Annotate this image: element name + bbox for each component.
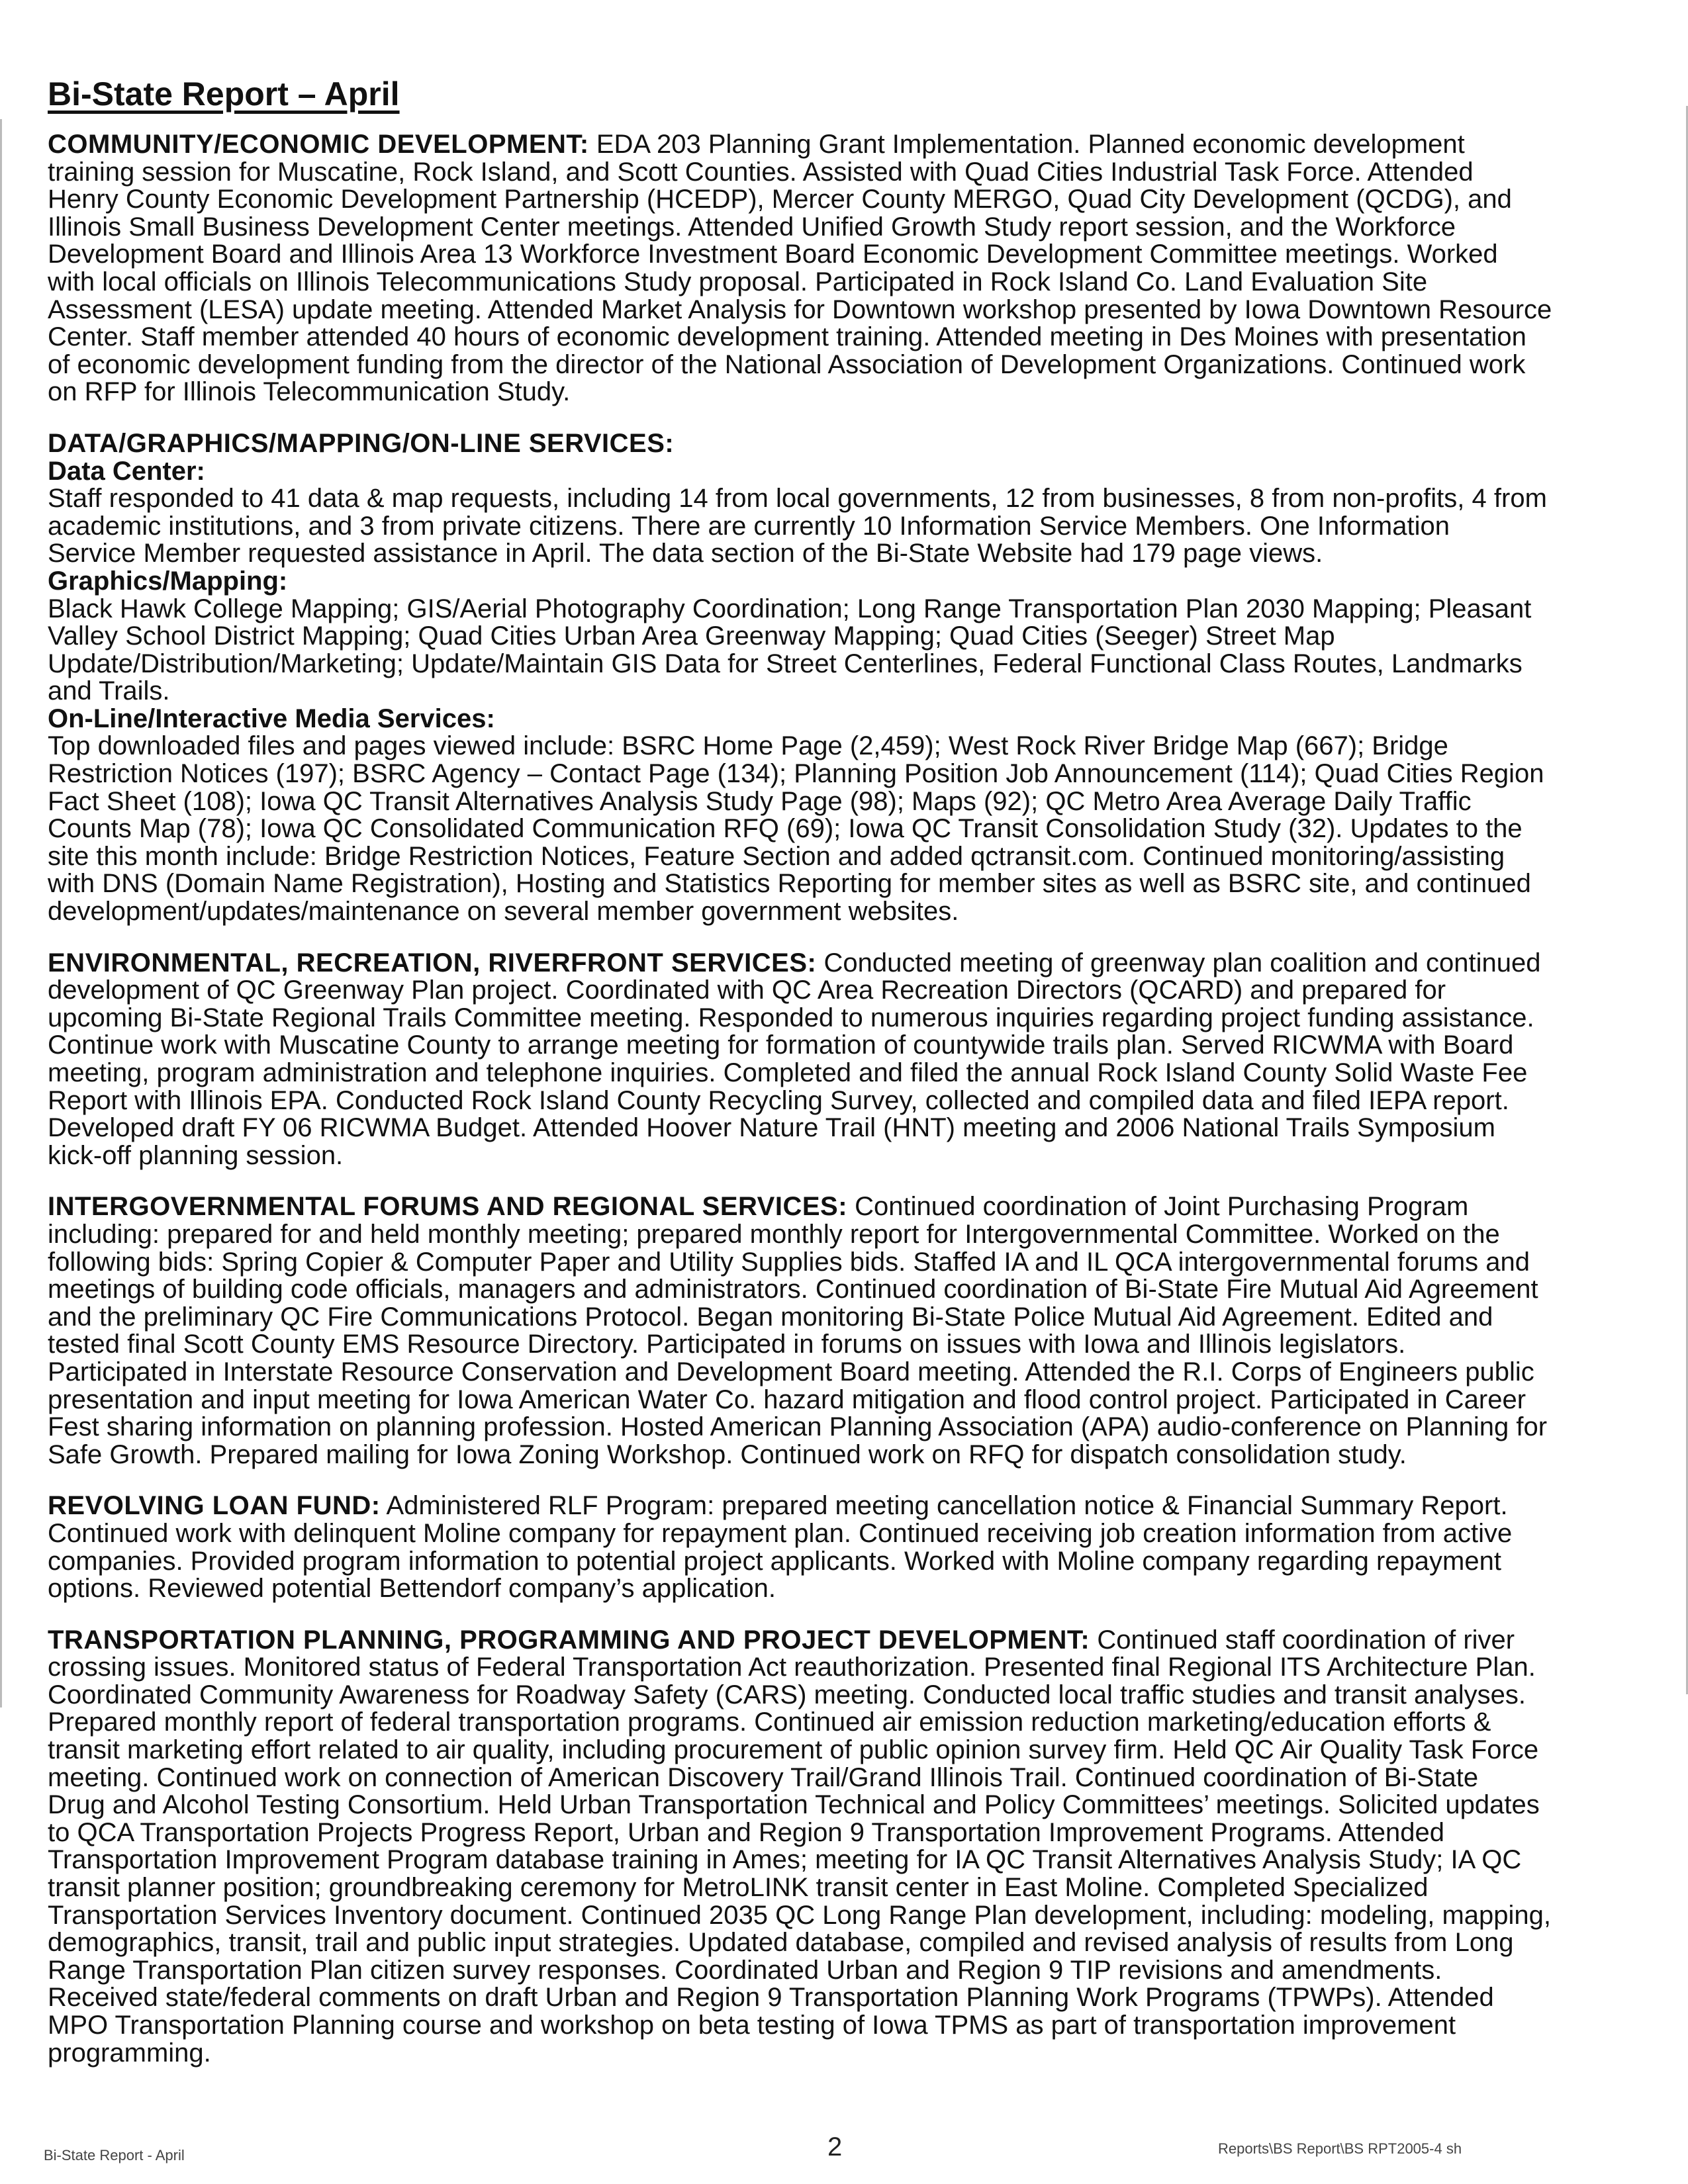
report-section <box>48 430 1650 926</box>
paragraph-line: MPO Transportation Planning course and workshop on beta testing of Iowa TPMS as part of transportation improvement <box>48 2011 1456 2040</box>
paragraph-line: Update/Distribution/Marketing; Update/Maintain GIS Data for Street Centerlines, Federal Functional Class Routes, Landmarks <box>48 649 1523 678</box>
line-text: Conducted meeting of greenway plan coalition and continued <box>816 948 1541 978</box>
paragraph-line: demographics, transit, trail and public input strategies. Updated database, compiled and revised analysis of results from Long <box>48 1928 1514 1958</box>
report-section <box>48 1492 1650 1602</box>
paragraph-line: with DNS (Domain Name Registration), Hosting and Statistics Reporting for member sites as well as BSRC site, and continued <box>48 869 1531 899</box>
report-section <box>48 1193 1650 1469</box>
paragraph-line: on RFP for Illinois Telecommunication Study. <box>48 377 571 407</box>
section-heading: TRANSPORTATION PLANNING, PROGRAMMING AND PROJECT DEVELOPMENT: <box>48 1625 1090 1655</box>
paragraph-line: training session for Muscatine, Rock Island, and Scott Counties. Assisted with Quad Cities Industrial Task Force. Attended <box>48 157 1474 187</box>
paragraph-line: crossing issues. Monitored status of Federal Transportation Act reauthorization. Presented final Regional ITS Architecture Plan. <box>48 1653 1536 1682</box>
paragraph-line <box>48 1627 1650 1655</box>
report-section <box>48 1627 1650 2068</box>
paragraph-line: Transportation Improvement Program database training in Ames; meeting for IA QC Transit Alternatives Analysis Study; IA QC <box>48 1845 1522 1875</box>
scan-edge-left <box>0 119 2 1707</box>
paragraph-line <box>48 131 1650 159</box>
line-text: EDA 203 Planning Grant Implementation. Planned economic development <box>588 130 1465 159</box>
paragraph-line: Valley School District Mapping; Quad Cities Urban Area Greenway Mapping; Quad Cities (Seeger) Street Map <box>48 621 1335 651</box>
paragraph-line: tested final Scott County EMS Resource Directory. Participated in forums on issues with Iowa and Illinois legislators. <box>48 1330 1406 1359</box>
paragraph-line: following bids: Spring Copier & Computer Paper and Utility Supplies bids. Staffed IA and IL QCA intergovernmental forums and <box>48 1247 1530 1277</box>
paragraph-line: site this month include: Bridge Restriction Notices, Feature Section and added qctransit.com. Continued monitoring/assisting <box>48 841 1505 871</box>
paragraph-line: transit planner position; groundbreaking ceremony for MetroLINK transit center in East Moline. Completed Specialized <box>48 1873 1429 1903</box>
paragraph-line: Drug and Alcohol Testing Consortium. Held Urban Transportation Technical and Policy Committees’ meetings. Solicited updates <box>48 1790 1540 1820</box>
paragraph-line: Prepared monthly report of federal transportation programs. Continued air emission reduction marketing/education efforts & <box>48 1707 1491 1737</box>
paragraph-line: Continue work with Muscatine County to arrange meeting for formation of countywide trails plan. Served RICWMA with Board <box>48 1030 1514 1060</box>
paragraph-line: options. Reviewed potential Bettendorf company’s application. <box>48 1574 776 1604</box>
paragraph-line: meeting. Continued work on connection of American Discovery Trail/Grand Illinois Trail. Continued coordination of Bi-State <box>48 1762 1479 1792</box>
paragraph-line: with local officials on Illinois Telecommunications Study proposal. Participated in Rock Island Co. Land Evaluation Site <box>48 267 1428 296</box>
paragraph-line: of economic development funding from the director of the National Association of Development Organizations. Continued work <box>48 349 1526 379</box>
paragraph-line: presentation and input meeting for Iowa American Water Co. hazard mitigation and flood control project. Participated in Career <box>48 1385 1526 1414</box>
paragraph-line: Top downloaded files and pages viewed include: BSRC Home Page (2,459); West Rock River Bridge Map (667); Bridge <box>48 731 1448 761</box>
paragraph-line: Staff responded to 41 data & map requests, including 14 from local governments, 12 from businesses, 8 from non-profits, 4 from <box>48 484 1547 514</box>
paragraph-line: academic institutions, and 3 from private citizens. There are currently 10 Information Service Members. One Information <box>48 511 1450 541</box>
page-title: Bi-State Report – April <box>48 75 400 113</box>
paragraph-line: transit marketing effort related to air quality, including procurement of public opinion survey firm. Held QC Air Quality Task Force <box>48 1735 1539 1765</box>
paragraph-line: Counts Map (78); Iowa QC Consolidated Communication RFQ (69); Iowa QC Transit Consolidation Study (32). Updates to the <box>48 814 1523 844</box>
paragraph-line: Received state/federal comments on draft Urban and Region 9 Transportation Planning Work Programs (TPWPs). Attended <box>48 1983 1494 2013</box>
footer-file-path: Reports\BS Report\BS RPT2005-4 sh <box>1218 2140 1462 2157</box>
paragraph-line: Center. Staff member attended 40 hours of economic development training. Attended meeting in Des Moines with presentation <box>48 322 1526 352</box>
paragraph-line: kick-off planning session. <box>48 1140 344 1170</box>
paragraph-line: Transportation Services Inventory document. Continued 2035 QC Long Range Plan development, including: modeling, mapping, <box>48 1900 1551 1930</box>
paragraph-line: upcoming Bi-State Regional Trails Committee meeting. Responded to numerous inquiries regarding project funding assistance. <box>48 1003 1534 1032</box>
paragraph-line: meetings of building code officials, managers and administrators. Continued coordination of Bi-State Fire Mutual Aid Agreement <box>48 1275 1538 1304</box>
paragraph-line <box>48 1492 1650 1520</box>
subsection-heading: Graphics/Mapping: <box>48 566 288 596</box>
paragraph-line: including: prepared for and held monthly meeting; prepared monthly report for Intergovernmental Committee. Worked on the <box>48 1219 1500 1249</box>
paragraph-line: Fact Sheet (108); Iowa QC Transit Alternatives Analysis Study Page (98); Maps (92); QC Metro Area Average Daily Traffic <box>48 786 1472 816</box>
section-heading: DATA/GRAPHICS/MAPPING/ON-LINE SERVICES: <box>48 428 675 458</box>
line-text: Administered RLF Program: prepared meeting cancellation notice & Financial Summary Report. <box>380 1491 1508 1521</box>
paragraph-line: meeting, program administration and telephone inquiries. Completed and filed the annual Rock Island County Solid Waste Fee <box>48 1058 1528 1087</box>
section-heading: INTERGOVERNMENTAL FORUMS AND REGIONAL SERVICES: <box>48 1192 848 1222</box>
paragraph-line: Continued work with delinquent Moline company for repayment plan. Continued receiving job creation information from active <box>48 1518 1513 1548</box>
paragraph-line: and Trails. <box>48 676 170 706</box>
report-sections <box>48 131 1650 2067</box>
section-heading: REVOLVING LOAN FUND: <box>48 1491 381 1521</box>
report-section <box>48 950 1650 1170</box>
paragraph-line: Coordinated Community Awareness for Roadway Safety (CARS) meeting. Conducted local traffic studies and transit analyses. <box>48 1680 1526 1709</box>
subsection-heading: On-Line/Interactive Media Services: <box>48 704 495 733</box>
line-text: Continued staff coordination of river <box>1090 1625 1515 1655</box>
footer-report-name: Bi-State Report - April <box>44 2147 185 2163</box>
paragraph-line: Illinois Small Business Development Center meetings. Attended Unified Growth Study report session, and the Workforce <box>48 212 1456 242</box>
paragraph-line: Range Transportation Plan citizen survey responses. Coordinated Urban and Region 9 TIP revisions and amendments. <box>48 1955 1442 1985</box>
paragraph-line: Fest sharing information on planning profession. Hosted American Planning Association (APA) audio-conference on Planning for <box>48 1412 1548 1442</box>
subsection-heading: Data Center: <box>48 456 205 486</box>
line-text: Continued coordination of Joint Purchasing Program <box>847 1192 1469 1222</box>
section-heading: ENVIRONMENTAL, RECREATION, RIVERFRONT SERVICES: <box>48 948 817 978</box>
page-number: 2 <box>827 2132 843 2161</box>
paragraph-line: Restriction Notices (197); BSRC Agency – Contact Page (134); Planning Position Job Announcement (114); Quad Cities Region <box>48 759 1544 789</box>
paragraph-line: companies. Provided program information to potential project applicants. Worked with Moline company regarding repayment <box>48 1546 1501 1576</box>
section-heading: COMMUNITY/ECONOMIC DEVELOPMENT: <box>48 130 589 159</box>
paragraph-line: Developed draft FY 06 RICWMA Budget. Attended Hoover Nature Trail (HNT) meeting and 2006 National Trails Symposium <box>48 1113 1495 1143</box>
paragraph-line: Report with Illinois EPA. Conducted Rock Island County Recycling Survey, collected and compiled data and filed IEPA report. <box>48 1085 1509 1115</box>
report-section <box>48 131 1650 406</box>
paragraph-line: Henry County Economic Development Partnership (HCEDP), Mercer County MERGO, Quad City Development (QCDG), and <box>48 185 1512 214</box>
paragraph-line: Development Board and Illinois Area 13 Workforce Investment Board Economic Development Committee meetings. Worked <box>48 240 1498 269</box>
section-heading-line <box>48 430 1650 458</box>
paragraph-line: development/updates/maintenance on several member government websites. <box>48 897 959 927</box>
paragraph-line: Participated in Interstate Resource Conservation and Development Board meeting. Attended the R.I. Corps of Engineers public <box>48 1357 1534 1387</box>
paragraph-line <box>48 950 1650 978</box>
paragraph-line: development of QC Greenway Plan project. Coordinated with QC Area Recreation Directors (QCARD) and prepared for <box>48 976 1446 1005</box>
paragraph-line <box>48 1193 1650 1221</box>
paragraph-line: Black Hawk College Mapping; GIS/Aerial Photography Coordination; Long Range Transportation Plan 2030 Mapping; Pleasant <box>48 594 1532 623</box>
paragraph-line: programming. <box>48 2038 211 2068</box>
document-page <box>48 74 1650 2091</box>
paragraph-line: Assessment (LESA) update meeting. Attended Market Analysis for Downtown workshop presented by Iowa Downtown Resource <box>48 295 1552 324</box>
paragraph-line: to QCA Transportation Projects Progress Report, Urban and Region 9 Transportation Improvement Programs. Attended <box>48 1817 1444 1847</box>
paragraph-line: and the preliminary QC Fire Communications Protocol. Began monitoring Bi-State Police Mutual Aid Agreement. Edited and <box>48 1302 1493 1332</box>
paragraph-line: Service Member requested assistance in April. The data section of the Bi-State Website had 179 page views. <box>48 539 1323 569</box>
paragraph-line: Safe Growth. Prepared mailing for Iowa Zoning Workshop. Continued work on RFQ for dispatch consolidation study. <box>48 1439 1407 1469</box>
